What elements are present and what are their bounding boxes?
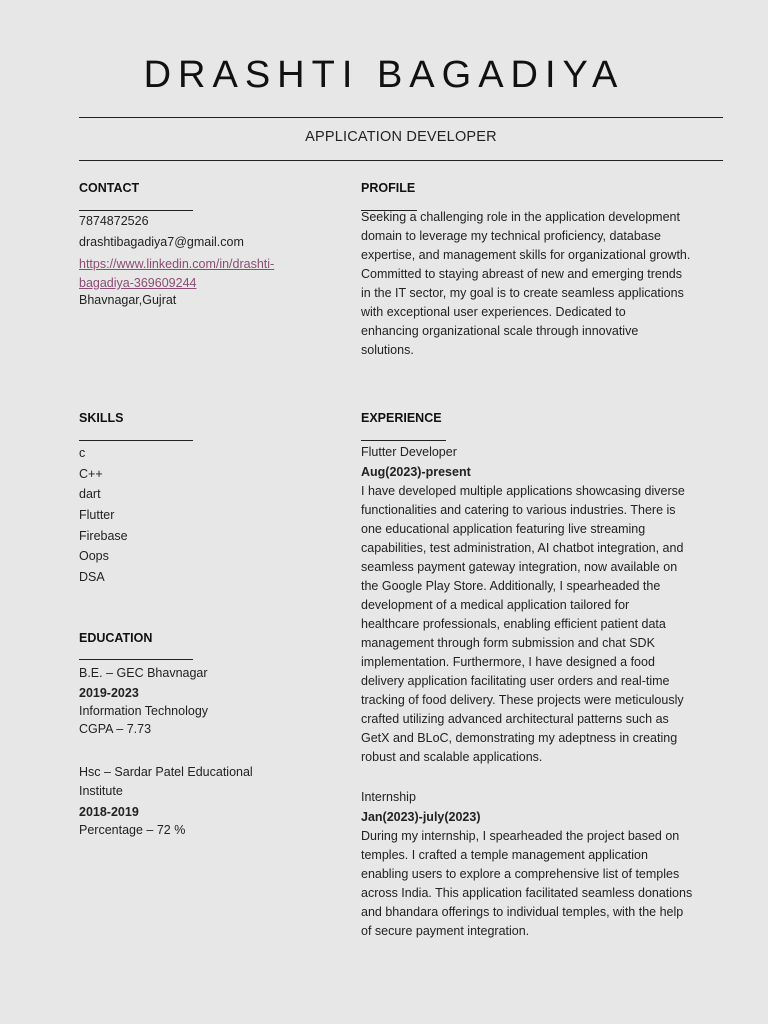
job-description-line: management through form submission and chat SDK [361, 636, 655, 650]
education-heading: EDUCATION [79, 631, 153, 645]
contact-heading: CONTACT [79, 181, 140, 195]
education-years: 2018-2019 [79, 805, 139, 819]
education-score: CGPA – 7.73 [79, 722, 152, 736]
profile-heading: PROFILE [361, 181, 416, 195]
job-title: Flutter Developer [361, 445, 457, 459]
resume-name: DRASHTI BAGADIYA [143, 54, 625, 96]
job-description-line: temples. I crafted a temple management application [361, 848, 648, 862]
profile-line: enhancing organizational scale through innovative [361, 324, 639, 338]
contact-underline [79, 210, 193, 211]
skill-item: dart [79, 487, 101, 502]
job-description-line: I have developed multiple applications showcasing diverse [361, 484, 685, 498]
profile-line: domain to leverage my technical proficiency, database [361, 229, 661, 243]
contact-location: Bhavnagar,Gujrat [79, 293, 177, 307]
profile-line: Committed to staying abreast of new and emerging trends [361, 267, 683, 281]
education-school: B.E. – GEC Bhavnagar [79, 666, 208, 680]
job-description-line: implementation. Furthermore, I have designed a food [361, 655, 655, 669]
job-description-line: the Google Play Store. Additionally, I spearheaded the [361, 579, 661, 593]
profile-line: solutions. [361, 343, 414, 357]
job-title: Internship [361, 790, 416, 804]
skills-list [79, 444, 128, 589]
skill-item: DSA [79, 570, 105, 585]
profile-line: Seeking a challenging role in the application development [361, 210, 680, 224]
job-title: APPLICATION DEVELOPER [305, 129, 497, 145]
education-school: Hsc – Sardar Patel Educational [79, 765, 253, 779]
job-description-line: During my internship, I spearheaded the project based on [361, 829, 680, 843]
job-description [361, 482, 731, 767]
job-description-line: enabling users to explore a comprehensive list of temples [361, 867, 680, 881]
job-description-line: functionalities and catering to various industries. There is [361, 503, 676, 517]
contact-phone: 7874872526 [79, 214, 149, 228]
profile-line: with exceptional user experiences. Dedicated to [361, 305, 626, 319]
skill-item: C++ [79, 466, 103, 481]
job-description-line: robust and scalable applications. [361, 750, 543, 764]
education-underline [79, 659, 193, 660]
job-description-line: capabilities, test administration, AI chatbot integration, and [361, 541, 684, 555]
experience-heading: EXPERIENCE [361, 411, 442, 425]
job-dates: Jan(2023)-july(2023) [361, 810, 481, 824]
job-description-line: crafted utilizing advanced architectural patterns such as [361, 712, 669, 726]
skill-item: Oops [79, 549, 109, 564]
skill-item: c [79, 446, 86, 460]
education-field: Information Technology [79, 704, 209, 718]
contact-email: drashtibagadiya7@gmail.com [79, 235, 244, 249]
job-description-line: tracking of food delivery. These projects were meticulously [361, 693, 684, 707]
profile-text [361, 208, 731, 360]
job-description-line: seamless payment gateway integration, now available on [361, 560, 678, 574]
job-description-line: delivery application facilitating user orders and real-time [361, 674, 670, 688]
profile-line: in the IT sector, my goal is to create seamless applications [361, 286, 684, 300]
education-school: Institute [79, 784, 123, 798]
job-description-line: across India. This application facilitated seamless donations [361, 886, 693, 900]
header-bottom-divider [79, 160, 723, 161]
job-description-line: GetX and BLoC, demonstrating my adeptness in creating [361, 731, 678, 745]
job-description-line: of secure payment integration. [361, 924, 530, 938]
linkedin-link-line1[interactable]: https://www.linkedin.com/in/drashti- [79, 257, 275, 271]
job-description-line: development of a medical application tailored for [361, 598, 630, 612]
skills-heading: SKILLS [79, 411, 124, 425]
skills-underline [79, 440, 193, 441]
job-description-line: and bhandara offerings to individual temples, with the help [361, 905, 684, 919]
job-description-line: one educational application featuring live streaming [361, 522, 646, 536]
job-dates: Aug(2023)-present [361, 465, 471, 479]
skill-item: Firebase [79, 528, 128, 543]
header-top-divider [79, 117, 723, 118]
profile-line: expertise, and management skills for organizational growth. [361, 248, 691, 262]
education-years: 2019-2023 [79, 686, 139, 700]
skill-item: Flutter [79, 508, 115, 523]
education-score: Percentage – 72 % [79, 823, 186, 837]
job-description [361, 827, 731, 941]
linkedin-link-line2[interactable]: bagadiya-369609244 [79, 276, 197, 290]
experience-underline [361, 440, 446, 441]
job-description-line: healthcare professionals, enabling efficient patient data [361, 617, 666, 631]
